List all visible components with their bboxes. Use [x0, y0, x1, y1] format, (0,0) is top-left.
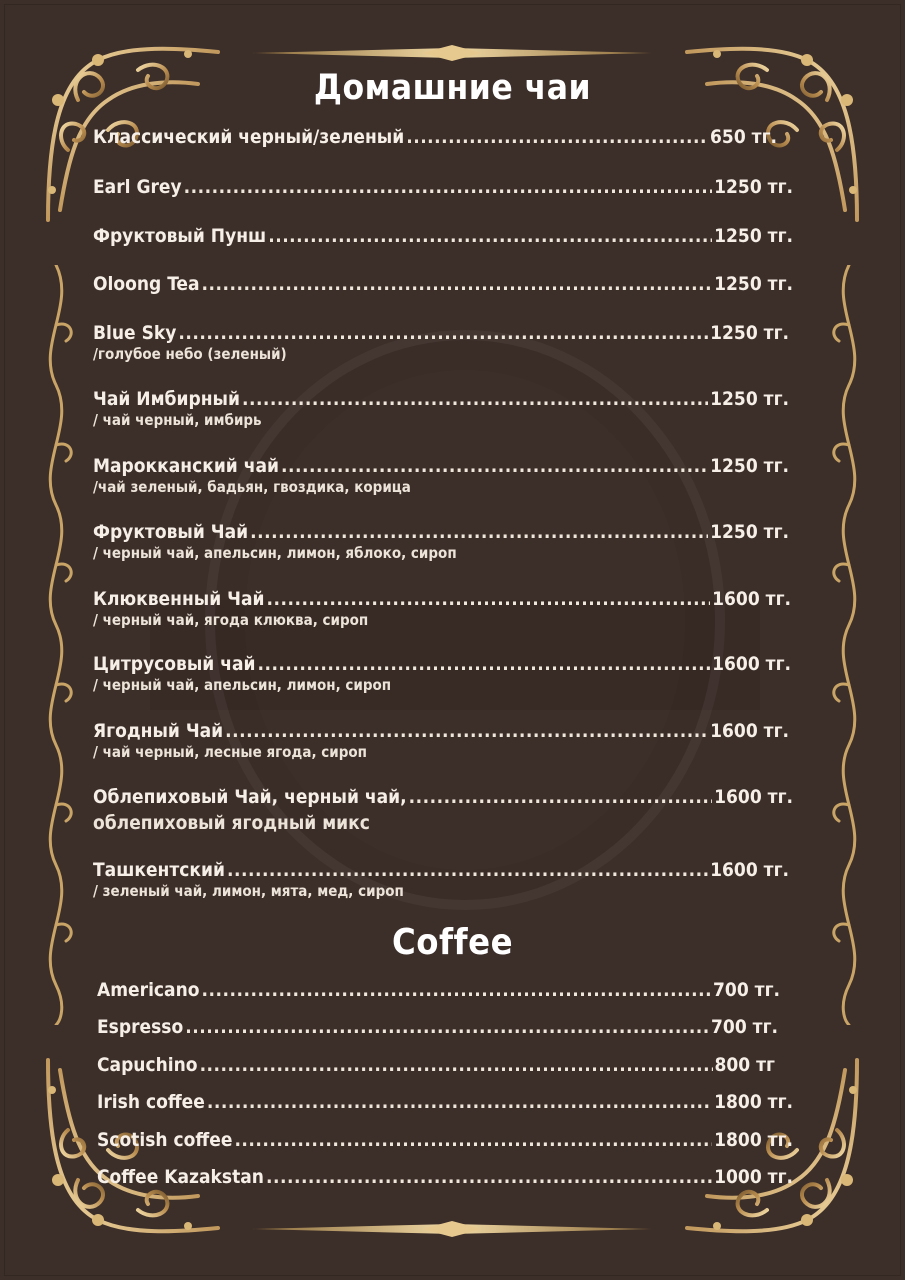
- item-description: / чай черный, имбирь: [93, 411, 262, 429]
- menu-item: [93, 720, 789, 761]
- item-name: Классический черный/зеленый: [93, 126, 405, 148]
- item-name: Фруктовый Чай: [93, 521, 249, 543]
- dot-leader: [268, 225, 712, 247]
- item-price: 700 тг.: [713, 979, 780, 1001]
- item-name: Irish coffee: [97, 1091, 205, 1113]
- item-name: Чай Имбирный: [93, 388, 240, 410]
- item-price: 1600 тг.: [710, 859, 789, 881]
- menu-item: [93, 653, 791, 694]
- item-name: Ягодный Чай: [93, 720, 224, 742]
- dot-leader: [242, 388, 708, 410]
- menu-item: [93, 322, 789, 363]
- side-scroll-border-icon: [36, 265, 96, 1025]
- menu-item: [93, 126, 777, 148]
- dot-leader: [178, 322, 708, 344]
- item-name: Americano: [97, 979, 200, 1001]
- item-price: 1800 тг.: [714, 1129, 793, 1151]
- menu-item: [93, 521, 789, 562]
- side-scroll-border-icon: [809, 265, 869, 1025]
- menu-item: [93, 859, 789, 900]
- item-price: 1250 тг.: [710, 455, 789, 477]
- item-name: Клюквенный Чай: [93, 588, 265, 610]
- item-price: 1600 тг.: [712, 653, 791, 675]
- top-divider-icon: [252, 44, 652, 62]
- menu-item: [97, 979, 780, 1001]
- item-price: 1000 тг.: [714, 1166, 793, 1188]
- item-name: Ташкентский: [93, 859, 225, 881]
- menu-item: [93, 273, 793, 295]
- menu-item: [93, 588, 791, 629]
- dot-leader: [227, 859, 708, 881]
- menu-item: [97, 1166, 793, 1188]
- item-description: облепиховый ягодный микс: [93, 812, 370, 834]
- item-name: Облепиховый Чай, черный чай,: [93, 786, 407, 808]
- dot-leader: [207, 1091, 712, 1113]
- item-description: / зеленый чай, лимон, мята, мед, сироп: [93, 882, 404, 900]
- item-name: Espresso: [97, 1016, 184, 1038]
- dot-leader: [185, 1016, 709, 1038]
- menu-item: [97, 1091, 793, 1113]
- menu-item: [93, 786, 793, 834]
- item-price: 1250 тг.: [714, 225, 793, 247]
- item-name: Coffee Kazakstan: [97, 1166, 264, 1188]
- dot-leader: [200, 1054, 713, 1076]
- item-price: 1250 тг.: [714, 176, 793, 198]
- dot-leader: [257, 653, 710, 675]
- item-name: Earl Grey: [93, 176, 182, 198]
- coffee-section-title: Coffee: [391, 922, 514, 963]
- item-name: Марокканский чай: [93, 455, 279, 477]
- dot-leader: [266, 588, 710, 610]
- item-name: Фруктовый Пунш: [93, 225, 267, 247]
- item-description: / чай черный, лесные ягода, сироп: [93, 743, 367, 761]
- dot-leader: [409, 786, 713, 808]
- item-price: 1600 тг.: [710, 720, 789, 742]
- item-name: Blue Sky: [93, 322, 177, 344]
- dot-leader: [281, 455, 708, 477]
- item-description: /голубое небо (зеленый): [93, 345, 287, 363]
- item-price: 1250 тг.: [714, 273, 793, 295]
- item-description: / черный чай, апельсин, лимон, сироп: [93, 676, 392, 694]
- menu-item: [93, 388, 789, 429]
- dot-leader: [202, 979, 712, 1001]
- bottom-divider-icon: [252, 1220, 652, 1238]
- item-price: 1600 тг.: [714, 786, 793, 808]
- item-price: 800 тг: [714, 1054, 775, 1076]
- dot-leader: [406, 126, 708, 148]
- dot-leader: [234, 1129, 712, 1151]
- menu-item: [97, 1016, 778, 1038]
- item-price: 700 тг.: [711, 1016, 778, 1038]
- item-name: Scotish coffee: [97, 1129, 233, 1151]
- tea-section-title: Домашние чаи: [313, 68, 592, 108]
- dot-leader: [184, 176, 712, 198]
- item-price: 1250 тг.: [710, 521, 789, 543]
- item-description: / черный чай, ягода клюква, сироп: [93, 611, 369, 629]
- dot-leader: [266, 1166, 712, 1188]
- item-price: 1250 тг.: [710, 388, 789, 410]
- dot-leader: [225, 720, 708, 742]
- dot-leader: [202, 273, 713, 295]
- item-price: 1600 тг.: [712, 588, 791, 610]
- item-name: Capuchino: [97, 1054, 198, 1076]
- menu-item: [93, 176, 793, 198]
- item-name: Oloong Tea: [93, 273, 200, 295]
- item-description: /чай зеленый, бадьян, гвоздика, корица: [93, 478, 411, 496]
- item-name: Цитрусовый чай: [93, 653, 256, 675]
- item-price: 650 тг.: [710, 126, 777, 148]
- menu-item: [97, 1054, 775, 1076]
- item-price: 1250 тг.: [710, 322, 789, 344]
- item-price: 1800 тг.: [714, 1091, 793, 1113]
- item-description: / черный чай, апельсин, лимон, яблоко, сироп: [93, 544, 457, 562]
- menu-item: [93, 455, 789, 496]
- dot-leader: [250, 521, 708, 543]
- menu-item: [93, 225, 793, 247]
- menu-item: [97, 1129, 793, 1151]
